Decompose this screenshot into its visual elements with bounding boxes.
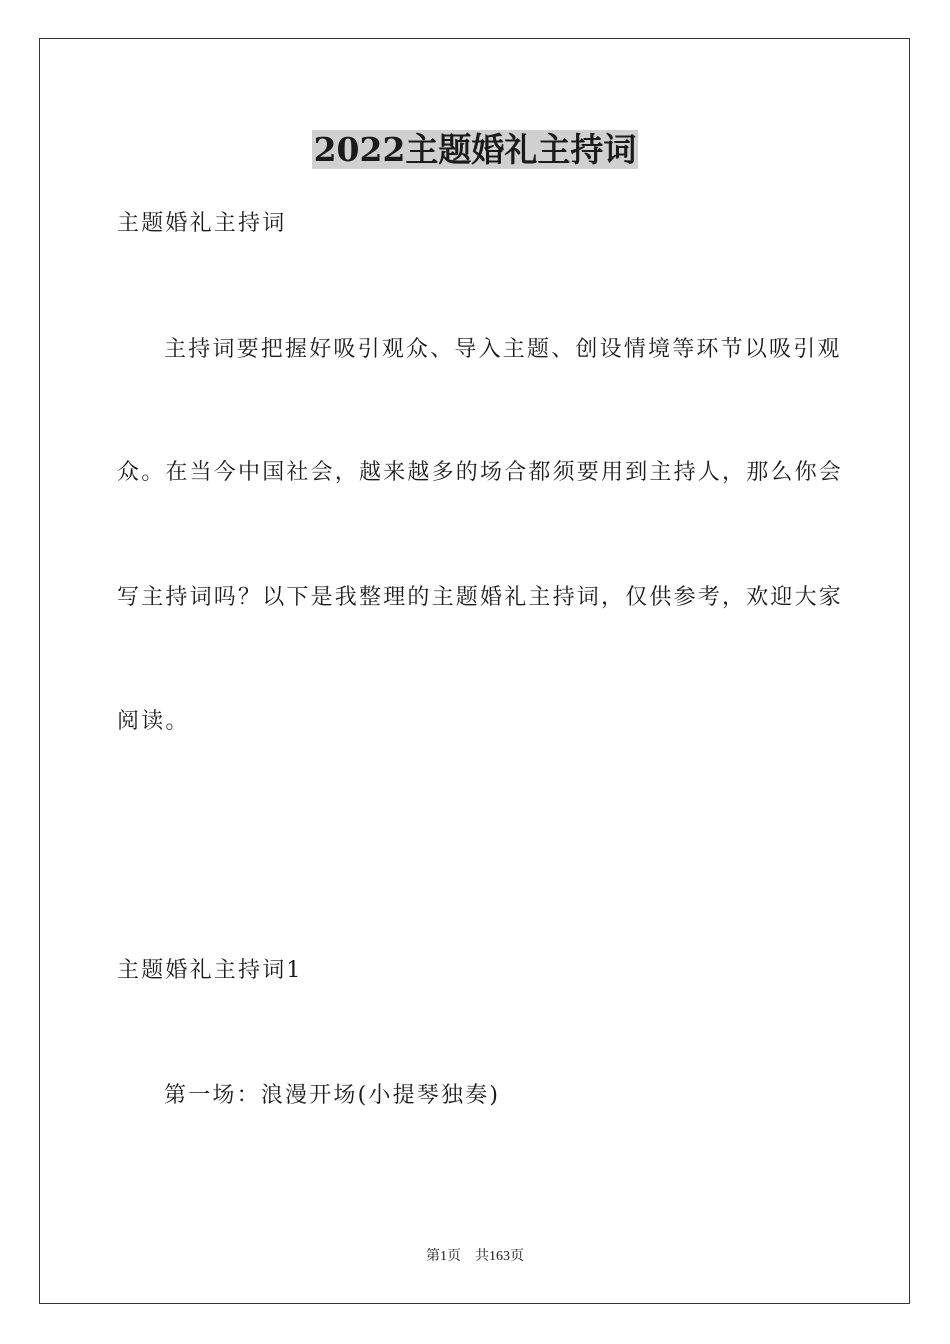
intro-line-2: 众。在当今中国社会，越来越多的场合都须要用到主持人，那么你会 (117, 460, 844, 485)
total-pages: 共163页 (475, 1249, 524, 1264)
section-heading: 主题婚礼主持词1 (117, 958, 303, 983)
intro-line-4: 阅读。 (117, 709, 190, 734)
page-footer (0, 1247, 950, 1267)
intro-line-3: 写主持词吗？以下是我整理的主题婚礼主持词，仅供参考，欢迎大家 (117, 585, 844, 610)
intro-line-1: 主持词要把握好吸引观众、导入主题、创设情境等环节以吸引观 (164, 337, 842, 362)
document-title (0, 128, 950, 172)
page-number: 第1页 (426, 1249, 461, 1264)
document-title-text: 2022主题婚礼主持词 (313, 130, 637, 169)
section-first-line: 第一场：浪漫开场(小提琴独奏) (164, 1083, 501, 1108)
subtitle: 主题婚礼主持词 (117, 211, 287, 236)
